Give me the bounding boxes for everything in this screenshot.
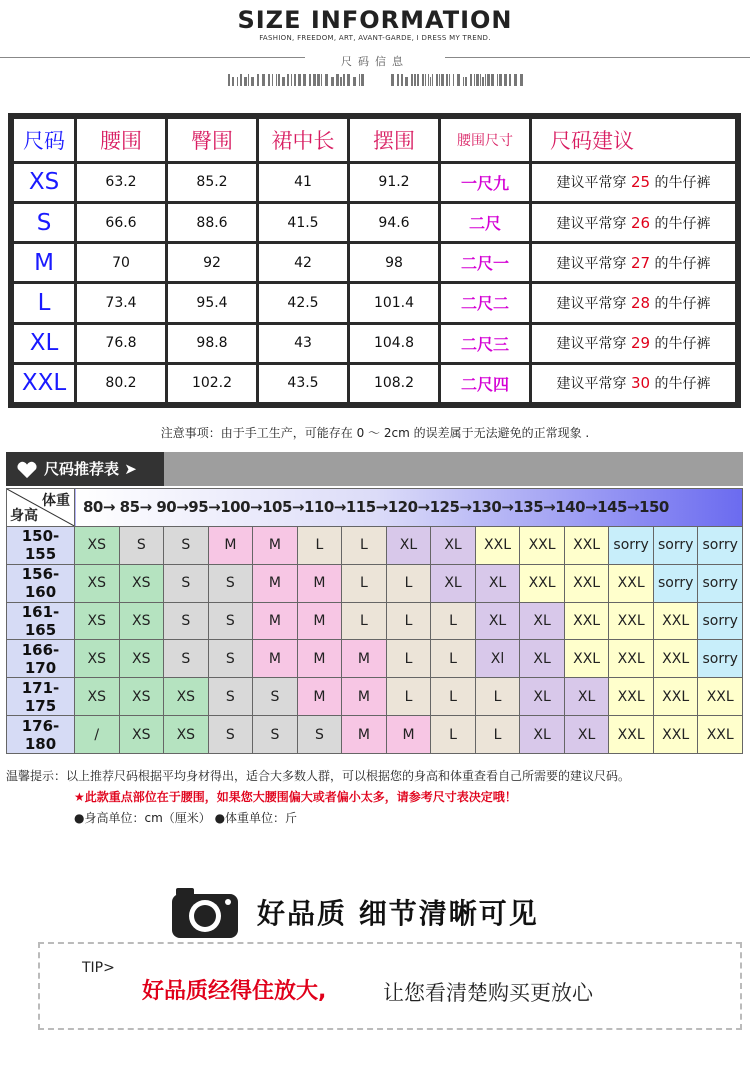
waist-cn-cell: 二尺二: [441, 284, 529, 321]
recommend-cell: M: [297, 640, 342, 678]
size-table-header: [14, 119, 735, 161]
recommend-cell: /: [75, 716, 120, 754]
recommend-cell: XL: [431, 564, 476, 602]
recommend-cell: XS: [75, 526, 120, 564]
page-subtitle: FASHION, FREEDOM, ART, AVANT-GARDE, I DRESS MY TREND.: [259, 34, 491, 42]
recommend-cell: XXL: [609, 602, 654, 640]
tip-highlight: 好品质经得住放大,: [142, 979, 327, 1004]
height-label: 176-180: [7, 716, 75, 754]
height-label: 150-155: [7, 526, 75, 564]
recommend-cell: XXL: [564, 564, 609, 602]
hip-cell: 88.6: [168, 204, 256, 241]
recommend-cell: L: [342, 526, 387, 564]
recommend-cell: sorry: [698, 526, 743, 564]
recommend-cell: XXL: [564, 602, 609, 640]
suggestion-prefix: 建议平常穿: [556, 336, 627, 353]
suggestion-prefix: 建议平常穿: [556, 255, 627, 272]
recommend-cell: L: [431, 640, 476, 678]
recommend-cell: M: [342, 640, 387, 678]
recommend-cell: Xl: [475, 640, 520, 678]
recommend-cell: M: [342, 716, 387, 754]
waist-cn-cell: 二尺三: [441, 325, 529, 362]
recommend-cell: XS: [119, 602, 164, 640]
recommend-cell: L: [297, 526, 342, 564]
recommend-cell: XXL: [520, 526, 565, 564]
recommend-cell: M: [297, 678, 342, 716]
recommend-cell: S: [164, 640, 209, 678]
grid-corner: [7, 489, 75, 527]
recommend-row: [7, 564, 743, 602]
header-size: 尺码: [14, 119, 74, 161]
recommend-cell: M: [297, 564, 342, 602]
recommend-cell: XL: [520, 678, 565, 716]
recommend-cell: XXL: [653, 678, 698, 716]
recommend-cell: XS: [164, 716, 209, 754]
heart-icon: [16, 461, 38, 479]
corner-weight-label: 体重: [42, 493, 70, 509]
waist-cell: 70: [77, 244, 165, 281]
recommend-cell: XXL: [653, 640, 698, 678]
recommend-cell: XL: [475, 602, 520, 640]
suggestion-number: 30: [630, 374, 651, 393]
hip-cell: 92: [168, 244, 256, 281]
recommend-tab-label: 尺码推荐表 ➤: [44, 460, 137, 478]
recommend-cell: M: [253, 640, 298, 678]
recommend-grid: [6, 488, 743, 754]
recommend-cell: sorry: [698, 640, 743, 678]
suggestion-cell: [532, 204, 735, 241]
header-waist-cn: 腰围尺寸: [441, 119, 529, 161]
size-row: [14, 244, 735, 281]
note-tolerance: 注意事项：由于手工生产，可能存在 0 ～ 2cm 的误差属于无法避免的正常现象 .: [160, 426, 590, 440]
suggestion-prefix: 建议平常穿: [556, 376, 627, 393]
recommend-cell: M: [386, 716, 431, 754]
length-cell: 42: [259, 244, 347, 281]
suggestion-number: 25: [630, 173, 651, 192]
length-cell: 43: [259, 325, 347, 362]
recommend-cell: XL: [475, 564, 520, 602]
waist-cell: 73.4: [77, 284, 165, 321]
recommend-row: [7, 640, 743, 678]
barcode-decoration: [228, 74, 523, 86]
tip-label: TIP>: [82, 960, 115, 976]
suggestion-suffix: 的牛仔裤: [654, 376, 711, 393]
recommend-cell: S: [119, 526, 164, 564]
recommend-cell: M: [253, 564, 298, 602]
recommend-cell: sorry: [609, 526, 654, 564]
recommend-cell: L: [386, 602, 431, 640]
corner-height-label: 身高: [10, 507, 38, 524]
waist-cn-cell: 二尺: [441, 204, 529, 241]
hip-cell: 85.2: [168, 164, 256, 201]
recommend-cell: XL: [520, 602, 565, 640]
hem-cell: 98: [350, 244, 438, 281]
recommend-cell: XS: [119, 678, 164, 716]
hip-cell: 102.2: [168, 365, 256, 402]
recommend-cell: S: [164, 564, 209, 602]
weight-scale: 80→ 85→ 90→95→100→105→110→115→120→125→130→135→140→145→150: [75, 489, 743, 527]
recommend-cell: M: [253, 526, 298, 564]
recommend-row: [7, 716, 743, 754]
suggestion-number: 29: [630, 334, 651, 353]
recommend-cell: XXL: [653, 602, 698, 640]
hem-cell: 101.4: [350, 284, 438, 321]
header-suggestion: 尺码建议: [532, 119, 735, 161]
suggestion-prefix: 建议平常穿: [556, 295, 627, 312]
recommend-cell: S: [208, 564, 253, 602]
size-cell: XXL: [14, 365, 74, 402]
header-hip: 臀围: [168, 119, 256, 161]
length-cell: 42.5: [259, 284, 347, 321]
recommend-cell: S: [208, 602, 253, 640]
recommend-cell: XXL: [609, 678, 654, 716]
note-tip: 温馨提示：以上推荐尺码根据平均身材得出，适合大多数人群，可以根据您的身高和体重查看自己所需要的建议尺码。: [6, 769, 631, 783]
recommend-cell: XS: [119, 640, 164, 678]
recommend-cell: L: [386, 678, 431, 716]
quality-title: 好品质 细节清晰可见: [257, 897, 539, 930]
size-cell: XS: [14, 164, 74, 201]
size-row: [14, 365, 735, 402]
waist-cell: 63.2: [77, 164, 165, 201]
recommend-cell: sorry: [653, 564, 698, 602]
recommend-cell: XS: [75, 602, 120, 640]
height-label: 156-160: [7, 564, 75, 602]
recommend-cell: XS: [75, 678, 120, 716]
recommend-cell: XXL: [609, 564, 654, 602]
recommend-cell: XXL: [609, 640, 654, 678]
suggestion-number: 27: [630, 253, 651, 272]
recommend-row: [7, 678, 743, 716]
recommend-cell: XXL: [609, 716, 654, 754]
recommend-cell: XXL: [653, 716, 698, 754]
recommend-cell: L: [386, 640, 431, 678]
recommend-cell: M: [297, 602, 342, 640]
size-cell: XL: [14, 325, 74, 362]
waist-cn-cell: 二尺四: [441, 365, 529, 402]
recommend-cell: S: [253, 716, 298, 754]
recommend-cell: S: [297, 716, 342, 754]
recommend-cell: XXL: [520, 564, 565, 602]
header-waist: 腰围: [77, 119, 165, 161]
note-units: ●身高单位：cm（厘米） ●体重单位：斤: [74, 811, 298, 825]
waist-cn-cell: 二尺一: [441, 244, 529, 281]
recommend-cell: XL: [520, 640, 565, 678]
size-row: [14, 325, 735, 362]
recommend-cell: M: [208, 526, 253, 564]
height-label: 166-170: [7, 640, 75, 678]
hip-cell: 95.4: [168, 284, 256, 321]
recommend-cell: S: [208, 716, 253, 754]
recommend-cell: XXL: [564, 640, 609, 678]
hip-cell: 98.8: [168, 325, 256, 362]
hem-cell: 104.8: [350, 325, 438, 362]
recommend-cell: sorry: [653, 526, 698, 564]
recommend-cell: L: [342, 564, 387, 602]
header-hem: 摆围: [350, 119, 438, 161]
hem-cell: 91.2: [350, 164, 438, 201]
recommend-cell: XL: [564, 678, 609, 716]
recommend-cell: XS: [75, 640, 120, 678]
recommend-cell: XXL: [698, 716, 743, 754]
recommend-cell: XS: [75, 564, 120, 602]
recommend-cell: L: [475, 678, 520, 716]
suggestion-suffix: 的牛仔裤: [654, 215, 711, 232]
recommend-cell: L: [431, 602, 476, 640]
camera-icon: [170, 884, 240, 940]
size-cell: L: [14, 284, 74, 321]
recommend-cell: M: [253, 602, 298, 640]
suggestion-suffix: 的牛仔裤: [654, 336, 711, 353]
suggestion-suffix: 的牛仔裤: [654, 255, 711, 272]
suggestion-cell: [532, 244, 735, 281]
recommend-cell: L: [431, 678, 476, 716]
waist-cn-cell: 一尺九: [441, 164, 529, 201]
size-table: [8, 113, 741, 408]
size-row: [14, 204, 735, 241]
size-row: [14, 164, 735, 201]
recommend-cell: L: [386, 564, 431, 602]
recommend-cell: L: [431, 716, 476, 754]
recommend-cell: XXL: [564, 526, 609, 564]
recommend-cell: XL: [386, 526, 431, 564]
recommend-cell: XXL: [475, 526, 520, 564]
suggestion-suffix: 的牛仔裤: [654, 175, 711, 192]
recommend-cell: sorry: [698, 564, 743, 602]
size-row: [14, 284, 735, 321]
header-length: 裙中长: [259, 119, 347, 161]
suggestion-number: 28: [630, 293, 651, 312]
height-label: 171-175: [7, 678, 75, 716]
hem-cell: 108.2: [350, 365, 438, 402]
recommend-cell: XS: [164, 678, 209, 716]
recommend-cell: XL: [520, 716, 565, 754]
recommend-cell: S: [164, 602, 209, 640]
suggestion-number: 26: [630, 213, 651, 232]
hem-cell: 94.6: [350, 204, 438, 241]
cn-title: 尺码信息: [341, 55, 409, 68]
size-cell: S: [14, 204, 74, 241]
note-warning: ★此款重点部位在于腰围，如果您大腰围偏大或者偏小太多，请参考尺寸表决定哦！: [74, 790, 517, 804]
recommend-tab: [6, 452, 164, 486]
recommend-row: [7, 526, 743, 564]
tip-text: 让您看清楚购买更放心: [383, 981, 593, 1005]
recommend-cell: XL: [431, 526, 476, 564]
suggestion-prefix: 建议平常穿: [556, 175, 627, 192]
suggestion-cell: [532, 164, 735, 201]
recommend-cell: S: [164, 526, 209, 564]
waist-cell: 76.8: [77, 325, 165, 362]
recommend-cell: sorry: [698, 602, 743, 640]
recommend-cell: L: [475, 716, 520, 754]
suggestion-cell: [532, 284, 735, 321]
size-cell: M: [14, 244, 74, 281]
recommend-cell: XL: [564, 716, 609, 754]
cn-title-wrap: [305, 50, 445, 66]
length-cell: 43.5: [259, 365, 347, 402]
recommend-cell: S: [253, 678, 298, 716]
suggestion-cell: [532, 365, 735, 402]
suggestion-suffix: 的牛仔裤: [654, 295, 711, 312]
suggestion-cell: [532, 325, 735, 362]
page-title: SIZE INFORMATION: [237, 6, 513, 34]
recommend-cell: M: [342, 678, 387, 716]
recommend-cell: S: [208, 640, 253, 678]
length-cell: 41.5: [259, 204, 347, 241]
recommend-cell: XS: [119, 564, 164, 602]
suggestion-prefix: 建议平常穿: [556, 215, 627, 232]
recommend-row: [7, 602, 743, 640]
length-cell: 41: [259, 164, 347, 201]
waist-cell: 66.6: [77, 204, 165, 241]
recommend-cell: XS: [119, 716, 164, 754]
recommend-cell: XXL: [698, 678, 743, 716]
recommend-cell: L: [342, 602, 387, 640]
waist-cell: 80.2: [77, 365, 165, 402]
height-label: 161-165: [7, 602, 75, 640]
recommend-cell: S: [208, 678, 253, 716]
